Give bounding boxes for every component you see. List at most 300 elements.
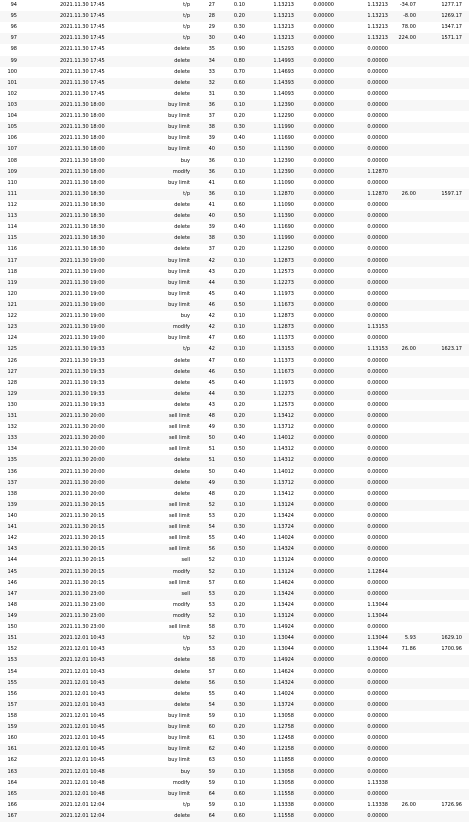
stop-loss-cell: 0.00000 — [313, 590, 334, 597]
row-number-cell: 95 — [10, 13, 17, 20]
take-profit-cell: 0.00000 — [367, 790, 388, 797]
row-number-cell: 131 — [7, 413, 17, 420]
take-profit-cell: 0.00000 — [367, 368, 388, 375]
size-cell: 0.40 — [233, 435, 245, 442]
order-cell: 59 — [208, 768, 215, 775]
profit-cell: 26.00 — [401, 801, 416, 808]
size-cell: 0.40 — [233, 379, 245, 386]
stop-loss-cell: 0.00000 — [313, 168, 334, 175]
table-row — [0, 811, 469, 822]
take-profit-cell: 0.00000 — [367, 679, 388, 686]
row-number-cell: 105 — [7, 124, 17, 131]
take-profit-cell: 0.00000 — [367, 224, 388, 231]
type-cell: delete — [174, 90, 190, 97]
type-cell: buy limit — [168, 101, 190, 108]
order-cell: 63 — [208, 757, 215, 764]
table-row — [0, 244, 469, 255]
time-cell: 2021.11.30 19:00 — [60, 335, 105, 342]
time-cell: 2021.12.01 10:45 — [60, 746, 105, 753]
profit-cell: 224.00 — [398, 35, 416, 42]
size-cell: 0.30 — [233, 701, 245, 708]
size-cell: 0.10 — [233, 557, 245, 564]
type-cell: delete — [174, 390, 190, 397]
stop-loss-cell: 0.00000 — [313, 246, 334, 253]
take-profit-cell: 0.00000 — [367, 546, 388, 553]
take-profit-cell: 0.00000 — [367, 335, 388, 342]
order-cell: 28 — [208, 13, 215, 20]
type-cell: sell — [181, 557, 190, 564]
order-cell: 39 — [208, 135, 215, 142]
time-cell: 2021.11.30 18:00 — [60, 135, 105, 142]
order-cell: 52 — [208, 568, 215, 575]
price-cell: 1.14312 — [273, 446, 294, 453]
size-cell: 0.30 — [233, 524, 245, 531]
price-cell: 1.11690 — [273, 135, 294, 142]
type-cell: delete — [174, 690, 190, 697]
price-cell: 1.14012 — [273, 435, 294, 442]
price-cell: 1.13412 — [273, 490, 294, 497]
take-profit-cell: 0.00000 — [367, 124, 388, 131]
take-profit-cell: 0.00000 — [367, 413, 388, 420]
price-cell: 1.14693 — [273, 68, 294, 75]
size-cell: 0.70 — [233, 624, 245, 631]
take-profit-cell: 0.00000 — [367, 479, 388, 486]
price-cell: 1.12273 — [273, 279, 294, 286]
table-row — [0, 589, 469, 600]
row-number-cell: 121 — [7, 301, 17, 308]
balance-cell: 1726.96 — [441, 801, 462, 808]
order-cell: 42 — [208, 346, 215, 353]
type-cell: delete — [174, 79, 190, 86]
stop-loss-cell: 0.00000 — [313, 757, 334, 764]
size-cell: 0.10 — [233, 713, 245, 719]
size-cell: 0.30 — [233, 735, 245, 742]
table-row — [0, 356, 469, 367]
order-cell: 41 — [208, 201, 215, 208]
size-cell: 0.10 — [233, 568, 245, 575]
table-row — [0, 333, 469, 344]
table-row — [0, 56, 469, 67]
row-number-cell: 160 — [7, 735, 17, 742]
take-profit-cell: 0.00000 — [367, 624, 388, 631]
price-cell: 1.14993 — [273, 57, 294, 64]
stop-loss-cell: 0.00000 — [313, 157, 334, 164]
size-cell: 0.10 — [233, 613, 245, 620]
type-cell: modify — [172, 613, 190, 620]
price-cell: 1.11373 — [273, 335, 294, 342]
row-number-cell: 118 — [7, 268, 17, 275]
stop-loss-cell: 0.00000 — [313, 457, 334, 464]
price-cell: 1.12290 — [273, 246, 294, 253]
type-cell: sell limit — [168, 513, 190, 520]
table-row — [0, 256, 469, 267]
size-cell: 0.40 — [233, 746, 245, 753]
time-cell: 2021.11.30 19:33 — [60, 368, 105, 375]
price-cell: 1.11973 — [273, 379, 294, 386]
table-row — [0, 378, 469, 389]
time-cell: 2021.12.01 12:04 — [60, 801, 105, 808]
type-cell: delete — [174, 68, 190, 75]
size-cell: 0.10 — [233, 313, 245, 320]
price-cell: 1.12158 — [273, 746, 294, 753]
size-cell: 0.20 — [233, 490, 245, 497]
size-cell: 0.60 — [233, 812, 245, 819]
row-number-cell: 163 — [7, 768, 17, 775]
size-cell: 0.40 — [233, 290, 245, 297]
time-cell: 2021.11.30 20:15 — [60, 568, 105, 575]
price-cell: 1.11673 — [273, 301, 294, 308]
price-cell: 1.14324 — [273, 546, 294, 553]
time-cell: 2021.12.01 12:04 — [60, 812, 105, 819]
order-cell: 53 — [208, 590, 215, 597]
time-cell: 2021.11.30 20:15 — [60, 513, 105, 520]
stop-loss-cell: 0.00000 — [313, 368, 334, 375]
type-cell: buy limit — [168, 724, 190, 731]
size-cell: 0.60 — [233, 79, 245, 86]
price-cell: 1.13044 — [273, 635, 294, 642]
order-cell: 58 — [208, 657, 215, 664]
order-cell: 53 — [208, 513, 215, 520]
type-cell: buy limit — [168, 301, 190, 308]
row-number-cell: 106 — [7, 135, 17, 142]
type-cell: delete — [174, 379, 190, 386]
take-profit-cell: 0.00000 — [367, 357, 388, 364]
table-row — [0, 89, 469, 100]
price-cell: 1.15293 — [273, 46, 294, 53]
table-row — [0, 300, 469, 311]
order-cell: 39 — [208, 224, 215, 231]
order-cell: 40 — [208, 213, 215, 220]
type-cell: modify — [172, 324, 190, 331]
table-row — [0, 600, 469, 611]
stop-loss-cell: 0.00000 — [313, 101, 334, 108]
take-profit-cell: 0.00000 — [367, 446, 388, 453]
type-cell: delete — [174, 213, 190, 220]
table-row — [0, 455, 469, 466]
take-profit-cell: 0.00000 — [367, 313, 388, 320]
take-profit-cell: 1.13213 — [367, 13, 388, 20]
stop-loss-cell: 0.00000 — [313, 790, 334, 797]
take-profit-cell: 0.00000 — [367, 235, 388, 242]
size-cell: 0.70 — [233, 657, 245, 664]
order-cell: 51 — [208, 457, 215, 464]
take-profit-cell: 1.12870 — [367, 168, 388, 175]
time-cell: 2021.11.30 20:00 — [60, 446, 105, 453]
price-cell: 1.11858 — [273, 757, 294, 764]
order-cell: 40 — [208, 146, 215, 153]
price-cell: 1.13412 — [273, 413, 294, 420]
time-cell: 2021.11.30 18:00 — [60, 101, 105, 108]
take-profit-cell: 0.00000 — [367, 668, 388, 675]
type-cell: modify — [172, 568, 190, 575]
order-cell: 52 — [208, 613, 215, 620]
price-cell: 1.11090 — [273, 179, 294, 186]
stop-loss-cell: 0.00000 — [313, 468, 334, 475]
stop-loss-cell: 0.00000 — [313, 124, 334, 131]
order-cell: 48 — [208, 413, 215, 420]
order-cell: 42 — [208, 313, 215, 320]
time-cell: 2021.11.30 20:00 — [60, 468, 105, 475]
time-cell: 2021.11.30 18:00 — [60, 124, 105, 131]
size-cell: 0.20 — [233, 646, 245, 653]
order-cell: 52 — [208, 557, 215, 564]
order-cell: 37 — [208, 113, 215, 120]
order-cell: 43 — [208, 268, 215, 275]
table-row — [0, 67, 469, 78]
stop-loss-cell: 0.00000 — [313, 601, 334, 608]
order-cell: 36 — [208, 101, 215, 108]
size-cell: 0.10 — [233, 2, 245, 8]
stop-loss-cell: 0.00000 — [313, 401, 334, 408]
size-cell: 0.20 — [233, 413, 245, 420]
take-profit-cell: 0.00000 — [367, 457, 388, 464]
size-cell: 0.30 — [233, 24, 245, 31]
order-cell: 62 — [208, 746, 215, 753]
type-cell: delete — [174, 468, 190, 475]
table-row — [0, 444, 469, 455]
take-profit-cell: 1.13338 — [367, 779, 388, 786]
take-profit-cell: 1.13213 — [367, 24, 388, 31]
take-profit-cell: 0.00000 — [367, 657, 388, 664]
table-row — [0, 167, 469, 178]
take-profit-cell: 0.00000 — [367, 390, 388, 397]
type-cell: modify — [172, 779, 190, 786]
take-profit-cell: 0.00000 — [367, 213, 388, 220]
type-cell: sell limit — [168, 624, 190, 631]
type-cell: delete — [174, 701, 190, 708]
order-cell: 35 — [208, 46, 215, 53]
time-cell: 2021.11.30 20:00 — [60, 435, 105, 442]
type-cell: delete — [174, 224, 190, 231]
size-cell: 0.50 — [233, 368, 245, 375]
stop-loss-cell: 0.00000 — [313, 812, 334, 819]
stop-loss-cell: 0.00000 — [313, 179, 334, 186]
size-cell: 0.20 — [233, 724, 245, 731]
time-cell: 2021.11.30 18:00 — [60, 157, 105, 164]
type-cell: t/p — [183, 190, 190, 197]
row-number-cell: 156 — [7, 690, 17, 697]
type-cell: t/p — [183, 635, 190, 642]
type-cell: buy — [180, 157, 190, 164]
type-cell: sell limit — [168, 579, 190, 586]
row-number-cell: 104 — [7, 113, 17, 120]
size-cell: 0.20 — [233, 601, 245, 608]
price-cell: 1.11990 — [273, 124, 294, 131]
take-profit-cell: 0.00000 — [367, 724, 388, 731]
order-cell: 52 — [208, 501, 215, 508]
time-cell: 2021.12.01 10:48 — [60, 768, 105, 775]
take-profit-cell: 0.00000 — [367, 557, 388, 564]
order-cell: 30 — [208, 35, 215, 42]
size-cell: 0.20 — [233, 513, 245, 520]
order-cell: 48 — [208, 490, 215, 497]
stop-loss-cell: 0.00000 — [313, 613, 334, 620]
table-row — [0, 778, 469, 789]
size-cell: 0.50 — [233, 213, 245, 220]
order-cell: 31 — [208, 90, 215, 97]
table-row — [0, 567, 469, 578]
stop-loss-cell: 0.00000 — [313, 79, 334, 86]
table-row — [0, 311, 469, 322]
take-profit-cell: 0.00000 — [367, 57, 388, 64]
row-number-cell: 149 — [7, 613, 17, 620]
type-cell: delete — [174, 201, 190, 208]
order-cell: 51 — [208, 446, 215, 453]
size-cell: 0.10 — [233, 635, 245, 642]
stop-loss-cell: 0.00000 — [313, 535, 334, 542]
row-number-cell: 152 — [7, 646, 17, 653]
price-cell: 1.14924 — [273, 624, 294, 631]
take-profit-cell: 0.00000 — [367, 290, 388, 297]
row-number-cell: 151 — [7, 635, 17, 642]
take-profit-cell: 0.00000 — [367, 701, 388, 708]
price-cell: 1.13124 — [273, 501, 294, 508]
size-cell: 0.60 — [233, 335, 245, 342]
take-profit-cell: 0.00000 — [367, 46, 388, 53]
stop-loss-cell: 0.00000 — [313, 257, 334, 264]
time-cell: 2021.11.30 18:00 — [60, 146, 105, 153]
price-cell: 1.12458 — [273, 735, 294, 742]
take-profit-cell: 0.00000 — [367, 768, 388, 775]
take-profit-cell: 0.00000 — [367, 713, 388, 719]
row-number-cell: 129 — [7, 390, 17, 397]
table-row — [0, 800, 469, 811]
table-row — [0, 644, 469, 655]
take-profit-cell: 0.00000 — [367, 201, 388, 208]
type-cell: delete — [174, 657, 190, 664]
table-row — [0, 422, 469, 433]
time-cell: 2021.11.30 19:33 — [60, 346, 105, 353]
stop-loss-cell: 0.00000 — [313, 435, 334, 442]
type-cell: delete — [174, 246, 190, 253]
stop-loss-cell: 0.00000 — [313, 801, 334, 808]
order-cell: 45 — [208, 290, 215, 297]
size-cell: 0.40 — [233, 535, 245, 542]
size-cell: 0.40 — [233, 35, 245, 42]
price-cell: 1.11558 — [273, 812, 294, 819]
table-row — [0, 489, 469, 500]
type-cell: sell limit — [168, 524, 190, 531]
size-cell: 0.50 — [233, 679, 245, 686]
table-row — [0, 500, 469, 511]
table-row — [0, 0, 469, 11]
profit-cell: 71.86 — [401, 646, 416, 653]
row-number-cell: 164 — [7, 779, 17, 786]
price-cell: 1.11673 — [273, 368, 294, 375]
row-number-cell: 112 — [7, 201, 17, 208]
price-cell: 1.13153 — [273, 346, 294, 353]
order-cell: 29 — [208, 24, 215, 31]
stop-loss-cell: 0.00000 — [313, 135, 334, 142]
order-cell: 55 — [208, 690, 215, 697]
size-cell: 0.40 — [233, 135, 245, 142]
size-cell: 0.50 — [233, 301, 245, 308]
row-number-cell: 110 — [7, 179, 17, 186]
order-cell: 59 — [208, 801, 215, 808]
table-row — [0, 144, 469, 155]
price-cell: 1.12390 — [273, 157, 294, 164]
size-cell: 0.30 — [233, 279, 245, 286]
row-number-cell: 99 — [10, 57, 17, 64]
table-row — [0, 711, 469, 722]
take-profit-cell: 0.00000 — [367, 113, 388, 120]
time-cell: 2021.11.30 20:15 — [60, 546, 105, 553]
row-number-cell: 136 — [7, 468, 17, 475]
time-cell: 2021.11.30 17:45 — [60, 24, 105, 31]
type-cell: delete — [174, 479, 190, 486]
type-cell: buy limit — [168, 257, 190, 264]
table-row — [0, 555, 469, 566]
time-cell: 2021.11.30 17:45 — [60, 90, 105, 97]
time-cell: 2021.11.30 19:00 — [60, 290, 105, 297]
profit-cell: 26.00 — [401, 190, 416, 197]
time-cell: 2021.11.30 19:00 — [60, 301, 105, 308]
price-cell: 1.13338 — [273, 801, 294, 808]
row-number-cell: 128 — [7, 379, 17, 386]
table-row — [0, 655, 469, 666]
size-cell: 0.40 — [233, 468, 245, 475]
type-cell: buy limit — [168, 124, 190, 131]
time-cell: 2021.12.01 10:45 — [60, 735, 105, 742]
type-cell: delete — [174, 357, 190, 364]
table-row — [0, 278, 469, 289]
price-cell: 1.14012 — [273, 468, 294, 475]
time-cell: 2021.11.30 20:15 — [60, 579, 105, 586]
take-profit-cell: 0.00000 — [367, 246, 388, 253]
order-cell: 60 — [208, 724, 215, 731]
stop-loss-cell: 0.00000 — [313, 313, 334, 320]
row-number-cell: 165 — [7, 790, 17, 797]
type-cell: buy limit — [168, 746, 190, 753]
table-row — [0, 622, 469, 633]
take-profit-cell: 0.00000 — [367, 524, 388, 531]
row-number-cell: 115 — [7, 235, 17, 242]
row-number-cell: 144 — [7, 557, 17, 564]
order-cell: 27 — [208, 2, 215, 8]
stop-loss-cell: 0.00000 — [313, 46, 334, 53]
row-number-cell: 98 — [10, 46, 17, 53]
type-cell: delete — [174, 679, 190, 686]
row-number-cell: 113 — [7, 213, 17, 220]
take-profit-cell: 0.00000 — [367, 157, 388, 164]
size-cell: 0.10 — [233, 257, 245, 264]
stop-loss-cell: 0.00000 — [313, 701, 334, 708]
order-cell: 44 — [208, 390, 215, 397]
type-cell: modify — [172, 168, 190, 175]
table-row — [0, 156, 469, 167]
stop-loss-cell: 0.00000 — [313, 224, 334, 231]
row-number-cell: 143 — [7, 546, 17, 553]
table-row — [0, 33, 469, 44]
take-profit-cell: 0.00000 — [367, 735, 388, 742]
time-cell: 2021.11.30 20:00 — [60, 490, 105, 497]
row-number-cell: 167 — [7, 812, 17, 819]
time-cell: 2021.11.30 18:30 — [60, 190, 105, 197]
type-cell: sell limit — [168, 413, 190, 420]
type-cell: modify — [172, 601, 190, 608]
stop-loss-cell: 0.00000 — [313, 513, 334, 520]
table-row — [0, 633, 469, 644]
size-cell: 0.10 — [233, 101, 245, 108]
size-cell: 0.10 — [233, 157, 245, 164]
stop-loss-cell: 0.00000 — [313, 568, 334, 575]
table-row — [0, 689, 469, 700]
take-profit-cell: 1.13044 — [367, 601, 388, 608]
stop-loss-cell: 0.00000 — [313, 635, 334, 642]
row-number-cell: 132 — [7, 424, 17, 431]
time-cell: 2021.11.30 17:45 — [60, 46, 105, 53]
time-cell: 2021.11.30 17:45 — [60, 57, 105, 64]
